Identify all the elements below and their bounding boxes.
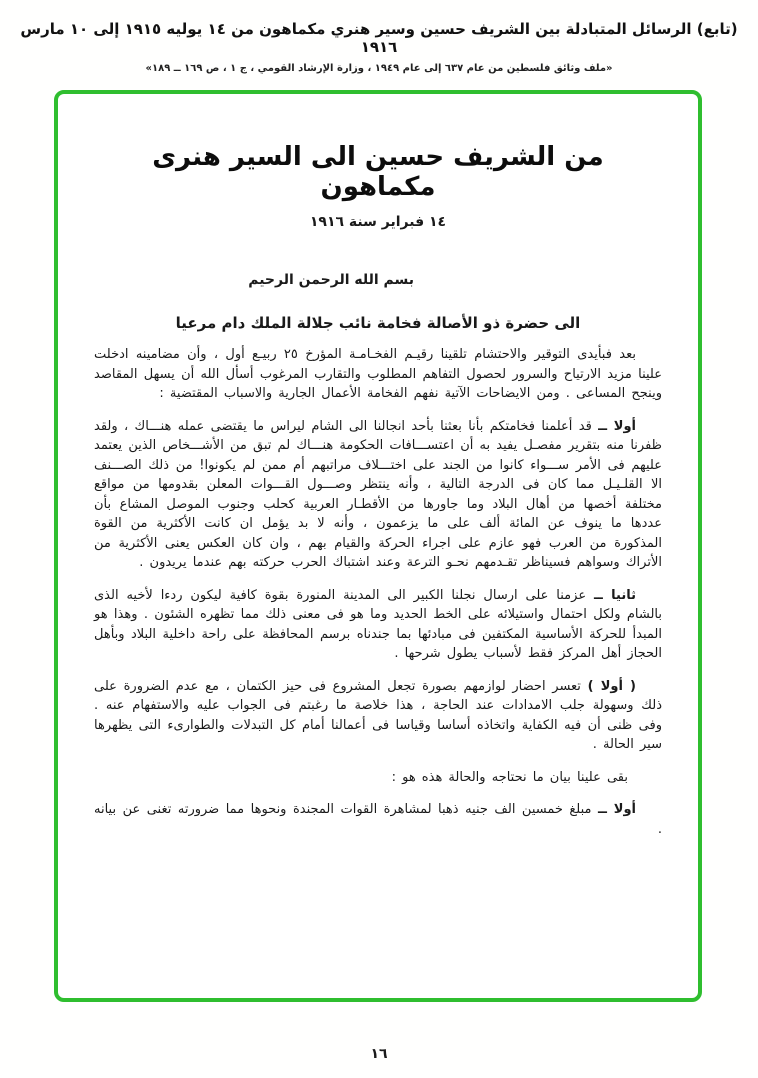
paragraph-first	[94, 417, 662, 573]
paragraph-text: تعسر احضار لوازمهم بصورة تجعل المشروع فى حيز الكتمان ، مع عدم الضرورة على ذلك وسهولة جلب الامدادات عند الحاجة ، هذا خلاصة ما رغبتم فى الجواب عليه والاستفهام عنه . وفى ظنى أن فيه الكفاية واتخاذه أساسا وقياسا فى أعمالنا أمام كل التبدلات والطوارىء التى يظهرها سير الحالة .	[94, 678, 662, 752]
paragraph-text: عزمنا على ارسال نجلنا الكبير الى المدينة المنورة بقوة كافية ليكون ردءا لأخيه الذى بالشام ولكل احتمال واستيلائه على الخط الحديد وما هو فى معنى ذلك مما تظهره الشئون . وهذا هو المبدأ للحركة الأساسية المكتفين فى مبادئها بما جندناه برسم المحافظة على راحة داخلية البلاد وبأهل الحجاز أهل المركز فقط لأسباب يطول شرحها .	[94, 587, 662, 661]
letter-date: ١٤ فبراير سنة ١٩١٦	[309, 214, 447, 230]
letter-title: من الشريف حسين الى السير هنرى مكماهون	[152, 142, 604, 202]
basmala-line: بسم الله الرحمن الرحيم	[248, 272, 414, 288]
page-number: ١٦	[370, 1046, 388, 1062]
paragraph-third	[94, 677, 662, 755]
paragraph-second	[94, 586, 662, 664]
page-header-source-citation: «ملف وثائق فلسطين من عام ٦٣٧ إلى عام ١٩٤٩ ، وزارة الإرشاد القومي ، ج ١ ، ص ١٦٩ ــ ١٨٩»	[145, 63, 613, 74]
paragraph-lead: ثانيا ــ	[593, 587, 636, 603]
paragraph-lead: أولا ــ	[598, 802, 636, 817]
page-header-title: (تابع) الرسائل المتبادلة بين الشريف حسين وسير هنري مكماهون من ١٤ يوليه ١٩١٥ إلى ١٠ مارس ١٩١٦	[20, 20, 738, 56]
paragraph-text: بقى علينا بيان ما نحتاجه والحالة هذه هو :	[391, 769, 628, 785]
paragraph-lead: أولا ــ	[598, 418, 636, 434]
paragraph-request	[94, 800, 662, 839]
paragraph-text: مبلغ خمسين الف جنيه ذهبا لمشاهرة القوات المجندة ونحوها مما ضرورته تغنى عن بيانه .	[94, 802, 662, 837]
letter-salutation: الى حضرة ذو الأصالة فخامة نائب جلالة الملك دام مرعيا	[175, 314, 581, 332]
paragraph-transition	[94, 768, 662, 788]
paragraph-text: بعد فبأيدى التوقير والاحتشام تلقينا رقيـم الفخـامـة المؤرخ ٢٥ ربيـع أول ، وأن مضامينه ادخلت علينا مزيد الارتياح والسرور لحصول التفاهم المطلوب والتقارب المرغوب أسأل الله أن يسهل المقاصد وينجح المساعى . ومن الايضاحات الآتية نفهم الفخامة الأعمال الجارية والاسباب المقتضية :	[94, 347, 662, 401]
paragraph-text: قد أعلمنا فخامتكم بأنا بعثنا بأحد انجالنا الى الشام ليراس ما يقتضى عمله هنـــاك ، ولقد ظفرنا منه بتقرير مفصـل يفيد به أن اعتســـافات الحكومة هنـــاك لم تبق من الأشـــخاص الذين يعتمد عليهم فى الأمر ســـواء كانوا من الجند على اختـــلاف مراتبهم أم ممن لم يكونوا! من ذلك الصـــنف الا القلـيـل مما كان فى الدرجة التالية ، وأنه ينتظر وصـــول القـــوات المعلن بقدومها من مواقع مختلفة أخصها من أهال البلاد وما جاورها من الأقطـار العربية كحلب وجنوب الموصل المشاع بأن عددها ما ينوف عن المائة ألف على ما يزعمون ، وأنه لا بد يؤمل ان كانت الأكثرية من القوة المذكورة من العرب فهو عازم على اجراء الحركة والقيام بهم ، وان كان العكس يعنى الأكثرية من الأتراك وسواهم فسيناظر تقـدمهم نحـو الترعة وعند اشتباك الحرب حركته بهم عندما يريدون .	[94, 418, 662, 570]
green-border-frame	[54, 90, 702, 1002]
paragraph-opening	[94, 345, 662, 404]
paragraph-lead: ( أولا )	[587, 678, 636, 694]
